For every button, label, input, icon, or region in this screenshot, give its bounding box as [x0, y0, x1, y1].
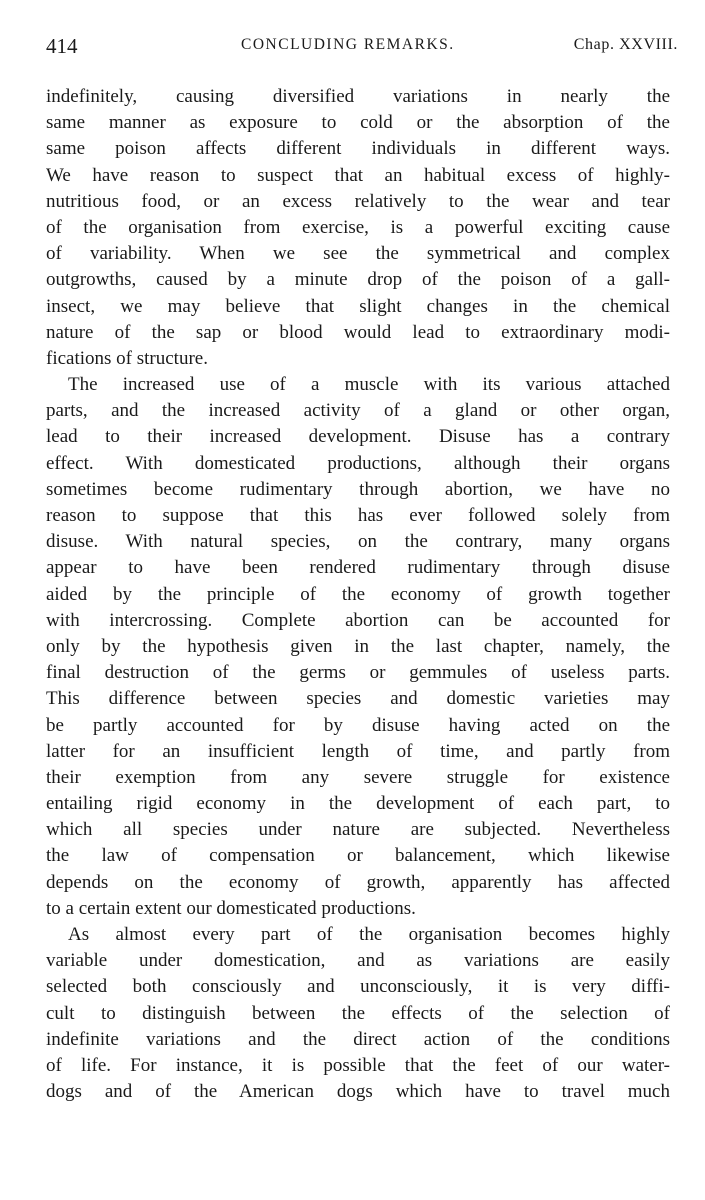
- text-line: indefinitely, causing diversified variations in nearly the: [46, 86, 670, 107]
- paragraph: [46, 84, 670, 372]
- text-line: of the organisation from exercise, is a powerful exciting cause: [46, 216, 670, 238]
- text-line: the law of compensation or balancement, which likewise: [46, 845, 670, 867]
- text-line: We have reason to suspect that an habitual excess of highly-: [46, 164, 670, 186]
- text-line: insect, we may believe that slight changes in the chemical: [46, 295, 670, 317]
- text-line: sometimes become rudimentary through abortion, we have no: [46, 478, 670, 500]
- text-line: which all species under nature are subjected. Nevertheless: [46, 819, 670, 841]
- page-number: 414: [46, 34, 78, 58]
- paragraph: [46, 372, 670, 922]
- text-line: same poison affects different individuals in different ways.: [46, 138, 670, 160]
- text-line: fications of structure.: [46, 347, 208, 369]
- text-line: The increased use of a muscle with its various attached: [68, 374, 670, 396]
- text-line: lead to their increased development. Disuse has a contrary: [46, 426, 670, 448]
- text-line: latter for an insufficient length of time, and partly from: [46, 740, 670, 762]
- text-line: be partly accounted for by disuse having acted on the: [46, 714, 670, 736]
- text-line: cult to distinguish between the effects of the selection of: [46, 1002, 670, 1024]
- text-line: nature of the sap or blood would lead to extraordinary modi-: [46, 321, 670, 343]
- page-header: [46, 34, 678, 60]
- text-line: This difference between species and domestic varieties may: [46, 688, 670, 710]
- text-line: parts, and the increased activity of a gland or other organ,: [46, 400, 670, 422]
- text-line: to a certain extent our domesticated productions.: [46, 897, 416, 919]
- text-line: their exemption from any severe struggle for existence: [46, 766, 670, 788]
- text-line: of variability. When we see the symmetrical and complex: [46, 243, 670, 265]
- text-line: of life. For instance, it is possible that the feet of our water-: [46, 1054, 670, 1076]
- text-line: appear to have been rendered rudimentary through disuse: [46, 557, 670, 579]
- text-line: indefinite variations and the direct action of the conditions: [46, 1028, 670, 1050]
- text-line: effect. With domesticated productions, although their organs: [46, 452, 670, 474]
- text-line: final destruction of the germs or gemmules of useless parts.: [46, 662, 670, 684]
- text-line: with intercrossing. Complete abortion can be accounted for: [46, 609, 670, 631]
- chapter-reference: Chap. XXVIII.: [573, 36, 678, 53]
- running-head: CONCLUDING REMARKS.: [241, 36, 455, 53]
- text-line: depends on the economy of growth, apparently has affected: [46, 871, 670, 893]
- text-line: As almost every part of the organisation becomes highly: [68, 924, 670, 945]
- body-text: [46, 84, 670, 1105]
- text-line: disuse. With natural species, on the contrary, many organs: [46, 531, 670, 553]
- paragraph: [46, 922, 670, 1105]
- text-line: dogs and of the American dogs which have to travel much: [46, 1081, 670, 1103]
- text-line: reason to suppose that this has ever followed solely from: [46, 505, 670, 526]
- text-line: entailing rigid economy in the development of each part, to: [46, 793, 670, 815]
- text-line: same manner as exposure to cold or the absorption of the: [46, 112, 670, 134]
- text-line: aided by the principle of the economy of growth together: [46, 583, 670, 605]
- text-line: selected both consciously and unconsciously, it is very diffi-: [46, 976, 670, 998]
- text-line: only by the hypothesis given in the last chapter, namely, the: [46, 635, 670, 657]
- text-line: variable under domestication, and as variations are easily: [46, 950, 670, 972]
- text-line: outgrowths, caused by a minute drop of the poison of a gall-: [46, 269, 670, 291]
- text-line: nutritious food, or an excess relatively to the wear and tear: [46, 190, 670, 212]
